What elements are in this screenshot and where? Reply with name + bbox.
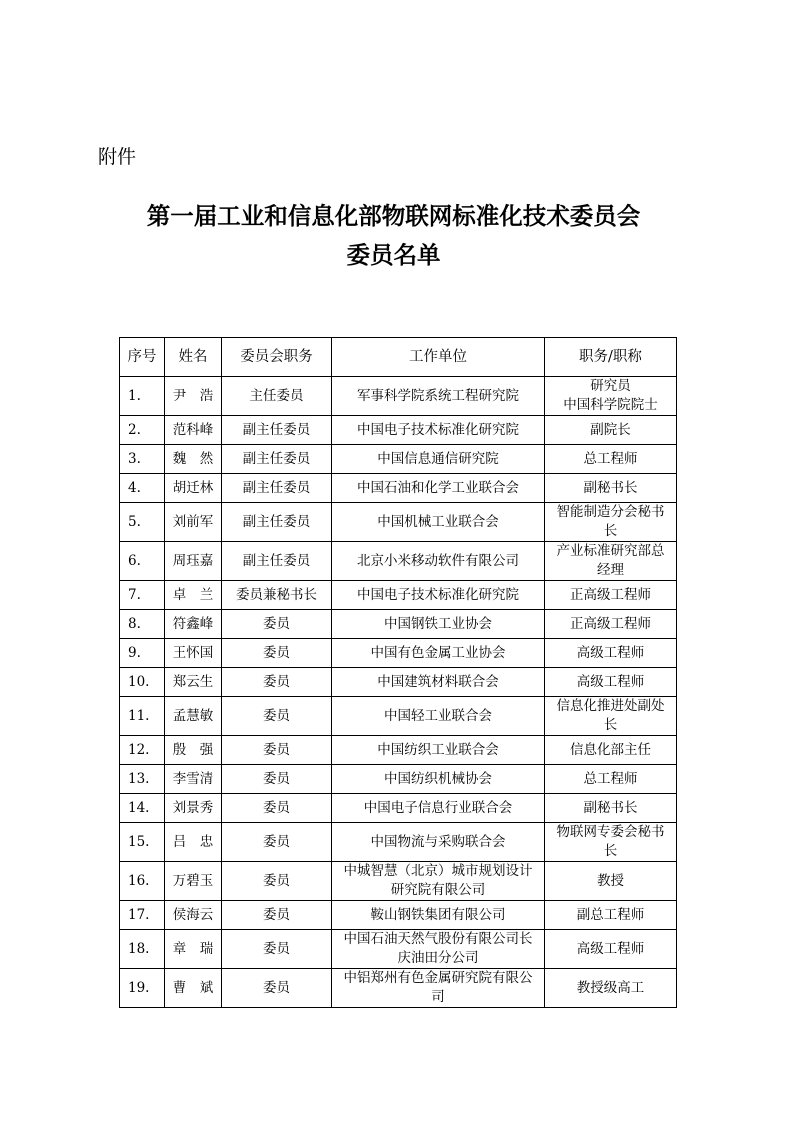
position-title-cell [545,765,677,794]
committee-role-cell [222,794,332,823]
document-title [0,197,790,275]
work-unit-text: 军事科学院系统工程研究院 [356,387,519,404]
member-name-cell [165,474,222,503]
table-row [120,445,677,474]
member-name-cell [165,823,222,862]
header-cell-name: 姓名 [165,338,222,377]
position-title-cell [545,930,677,969]
committee-role-cell [222,901,332,930]
member-name-cell [165,794,222,823]
work-unit-text: 中国建筑材料联合会 [377,673,499,690]
position-title-text: 产业标准研究部总经理 [556,543,665,578]
committee-role-text: 委员 [263,799,290,816]
table-header [120,338,677,377]
position-title-text: 高级工程师 [576,673,645,690]
table-row [120,542,677,581]
position-title-cell [545,377,677,416]
position-title-cell [545,445,677,474]
position-title-text: 高级工程师 [576,940,645,957]
position-title-cell [545,610,677,639]
work-unit-cell [332,445,545,474]
work-unit-cell [332,474,545,503]
member-name-cell [165,930,222,969]
work-unit-cell [332,862,545,901]
row-number-text: 7. [128,586,141,603]
member-name-text: 孟慧敏 [172,707,214,724]
committee-role-cell [222,765,332,794]
work-unit-text: 中国石油和化学工业联合会 [356,479,519,496]
table-row [120,668,677,697]
committee-role-text: 主任委员 [249,387,304,404]
row-number-text: 2. [128,421,141,438]
row-number-text: 14. [128,799,150,816]
member-name-cell [165,610,222,639]
member-list-table [119,337,677,1008]
header-cell-number: 序号 [120,338,165,377]
row-number-text: 17. [128,906,150,923]
member-name-text: 符鑫峰 [172,615,214,632]
committee-role-text: 委员 [263,644,290,661]
member-name-text: 刘景秀 [172,799,214,816]
work-unit-text: 中国信息通信研究院 [377,450,499,467]
position-title-cell [545,639,677,668]
table-row [120,823,677,862]
work-unit-text: 中国电子技术标准化研究院 [356,421,519,438]
position-title-cell [545,823,677,862]
position-title-cell [545,542,677,581]
position-title-cell [545,862,677,901]
member-name-cell [165,969,222,1008]
row-number-text: 11. [128,707,150,724]
committee-role-text: 委员兼秘书长 [236,586,317,603]
row-number-text: 1. [128,387,141,404]
row-number-cell [120,823,165,862]
row-number-cell [120,416,165,445]
work-unit-cell [332,930,545,969]
work-unit-cell [332,610,545,639]
row-number-cell [120,794,165,823]
table-row [120,930,677,969]
position-title-text: 总工程师 [583,770,638,787]
attachment-label: 附件 [98,146,137,168]
header-cell-work-unit: 工作单位 [332,338,545,377]
table-body [120,377,677,1008]
table-row [120,697,677,736]
position-title-text: 信息化推进处副处长 [556,698,665,733]
table-row [120,503,677,542]
position-title-cell [545,581,677,610]
row-number-cell [120,697,165,736]
committee-role-text: 副主任委员 [242,513,311,530]
table-row [120,474,677,503]
work-unit-cell [332,542,545,581]
table-row [120,765,677,794]
work-unit-cell [332,377,545,416]
table-row [120,639,677,668]
member-name-text: 侯海云 [172,906,214,923]
committee-role-text: 委员 [263,940,290,957]
document-title-line1: 第一届工业和信息化部物联网标准化技术委员会 [146,202,641,230]
committee-role-cell [222,823,332,862]
work-unit-text: 中国石油天然气股份有限公司长庆油田分公司 [343,931,533,966]
work-unit-text: 中国轻工业联合会 [383,707,492,724]
committee-role-text: 委员 [263,770,290,787]
work-unit-cell [332,639,545,668]
work-unit-text: 鞍山钢铁集团有限公司 [370,906,506,923]
position-title-cell [545,969,677,1008]
row-number-text: 16. [128,872,150,889]
row-number-cell [120,542,165,581]
committee-role-cell [222,639,332,668]
work-unit-cell [332,736,545,765]
row-number-cell [120,765,165,794]
committee-role-text: 副主任委员 [242,450,311,467]
committee-role-cell [222,697,332,736]
position-title-text: 教授 [596,872,624,889]
member-name-text: 郑云生 [172,673,214,690]
work-unit-cell [332,668,545,697]
committee-role-text: 委员 [263,979,290,996]
work-unit-text: 中国有色金属工业协会 [370,644,506,661]
position-title-cell [545,901,677,930]
committee-role-text: 副主任委员 [242,479,311,496]
work-unit-cell [332,416,545,445]
work-unit-cell [332,503,545,542]
work-unit-cell [332,765,545,794]
row-number-text: 9. [128,644,141,661]
table-header-row [120,338,677,377]
position-title-cell [545,474,677,503]
position-title-text: 副秘书长 [583,799,638,816]
member-name-cell [165,581,222,610]
row-number-text: 8. [128,615,141,632]
row-number-text: 3. [128,450,141,467]
position-title-text: 高级工程师 [576,644,645,661]
position-title-text: 研究员 中国科学院院士 [563,378,658,413]
work-unit-cell [332,581,545,610]
work-unit-cell [332,901,545,930]
member-name-text: 周珏嘉 [172,552,214,569]
member-name-cell [165,765,222,794]
work-unit-text: 中国纺织工业联合会 [377,741,499,758]
header-cell-position-title: 职务/职称 [545,338,677,377]
committee-role-cell [222,377,332,416]
position-title-cell [545,697,677,736]
row-number-cell [120,639,165,668]
position-title-text: 物联网专委会秘书长 [556,824,665,859]
work-unit-cell [332,823,545,862]
committee-role-text: 委员 [263,872,290,889]
position-title-text: 副秘书长 [583,479,638,496]
row-number-cell [120,736,165,765]
position-title-text: 智能制造分会秘书长 [556,504,665,539]
table-row [120,581,677,610]
row-number-cell [120,377,165,416]
position-title-cell [545,794,677,823]
row-number-cell [120,901,165,930]
committee-role-cell [222,542,332,581]
position-title-text: 信息化部主任 [569,741,651,758]
committee-role-cell [222,416,332,445]
work-unit-text: 中国电子技术标准化研究院 [356,586,519,603]
member-name-cell [165,901,222,930]
table-row [120,969,677,1008]
work-unit-text: 中国纺织机械协会 [383,770,492,787]
row-number-cell [120,474,165,503]
row-number-text: 19. [128,979,150,996]
position-title-text: 教授级高工 [576,979,645,996]
committee-role-text: 委员 [263,673,290,690]
committee-role-cell [222,862,332,901]
committee-role-cell [222,474,332,503]
committee-role-cell [222,969,332,1008]
row-number-text: 13. [128,770,150,787]
member-name-cell [165,697,222,736]
committee-role-cell [222,736,332,765]
member-name-cell [165,639,222,668]
member-name-text: 万碧玉 [172,872,214,889]
committee-role-cell [222,445,332,474]
committee-role-cell [222,610,332,639]
document-title-line2: 委员名单 [346,241,441,269]
committee-role-text: 委员 [263,707,290,724]
row-number-text: 18. [128,940,150,957]
member-name-cell [165,416,222,445]
committee-role-cell [222,503,332,542]
member-name-text: 魏 然 [172,450,214,467]
work-unit-cell [332,794,545,823]
committee-role-cell [222,930,332,969]
work-unit-text: 中国电子信息行业联合会 [363,799,513,816]
row-number-cell [120,930,165,969]
row-number-text: 4. [128,479,141,496]
position-title-cell [545,736,677,765]
committee-role-cell [222,581,332,610]
member-name-cell [165,668,222,697]
row-number-text: 6. [128,552,141,569]
committee-role-text: 委员 [263,741,290,758]
row-number-cell [120,668,165,697]
work-unit-text: 中铝郑州有色金属研究院有限公司 [343,970,533,1005]
position-title-cell [545,416,677,445]
table-row [120,901,677,930]
position-title-text: 副院长 [590,421,631,438]
member-name-cell [165,736,222,765]
work-unit-text: 北京小米移动软件有限公司 [356,552,519,569]
member-name-text: 殷 强 [172,741,214,758]
member-name-cell [165,445,222,474]
committee-role-text: 副主任委员 [242,421,311,438]
header-cell-committee-role: 委员会职务 [222,338,332,377]
row-number-text: 10. [128,673,150,690]
committee-role-cell [222,668,332,697]
table-row [120,736,677,765]
row-number-cell [120,862,165,901]
member-name-text: 卓 兰 [172,586,214,603]
committee-role-text: 委员 [263,906,290,923]
table-row [120,610,677,639]
member-name-text: 刘前军 [172,513,214,530]
table-row [120,377,677,416]
row-number-text: 12. [128,741,150,758]
member-name-text: 李雪清 [172,770,214,787]
member-name-text: 曹 斌 [172,979,214,996]
position-title-cell [545,503,677,542]
member-name-text: 章 瑞 [172,940,214,957]
member-name-text: 尹 浩 [172,387,214,404]
row-number-cell [120,445,165,474]
member-name-cell [165,542,222,581]
position-title-text: 总工程师 [583,450,638,467]
member-name-cell [165,862,222,901]
table-row [120,794,677,823]
table-row [120,862,677,901]
work-unit-cell [332,969,545,1008]
row-number-cell [120,610,165,639]
work-unit-text: 中城智慧（北京）城市规划设计研究院有限公司 [343,863,533,898]
row-number-cell [120,581,165,610]
committee-role-text: 委员 [263,615,290,632]
member-name-text: 吕 忠 [172,833,214,850]
work-unit-cell [332,697,545,736]
member-name-cell [165,503,222,542]
member-name-text: 王怀国 [172,644,214,661]
committee-role-text: 委员 [263,833,290,850]
position-title-text: 副总工程师 [576,906,645,923]
position-title-text: 正高级工程师 [569,615,651,632]
committee-role-text: 副主任委员 [242,552,311,569]
row-number-cell [120,969,165,1008]
position-title-text: 正高级工程师 [569,586,651,603]
work-unit-text: 中国机械工业联合会 [377,513,499,530]
row-number-text: 5. [128,513,141,530]
table-row [120,416,677,445]
row-number-text: 15. [128,833,150,850]
member-name-text: 胡迁林 [172,479,214,496]
work-unit-text: 中国钢铁工业协会 [383,615,492,632]
position-title-cell [545,668,677,697]
row-number-cell [120,503,165,542]
member-name-text: 范科峰 [172,421,214,438]
work-unit-text: 中国物流与采购联合会 [370,833,506,850]
member-name-cell [165,377,222,416]
